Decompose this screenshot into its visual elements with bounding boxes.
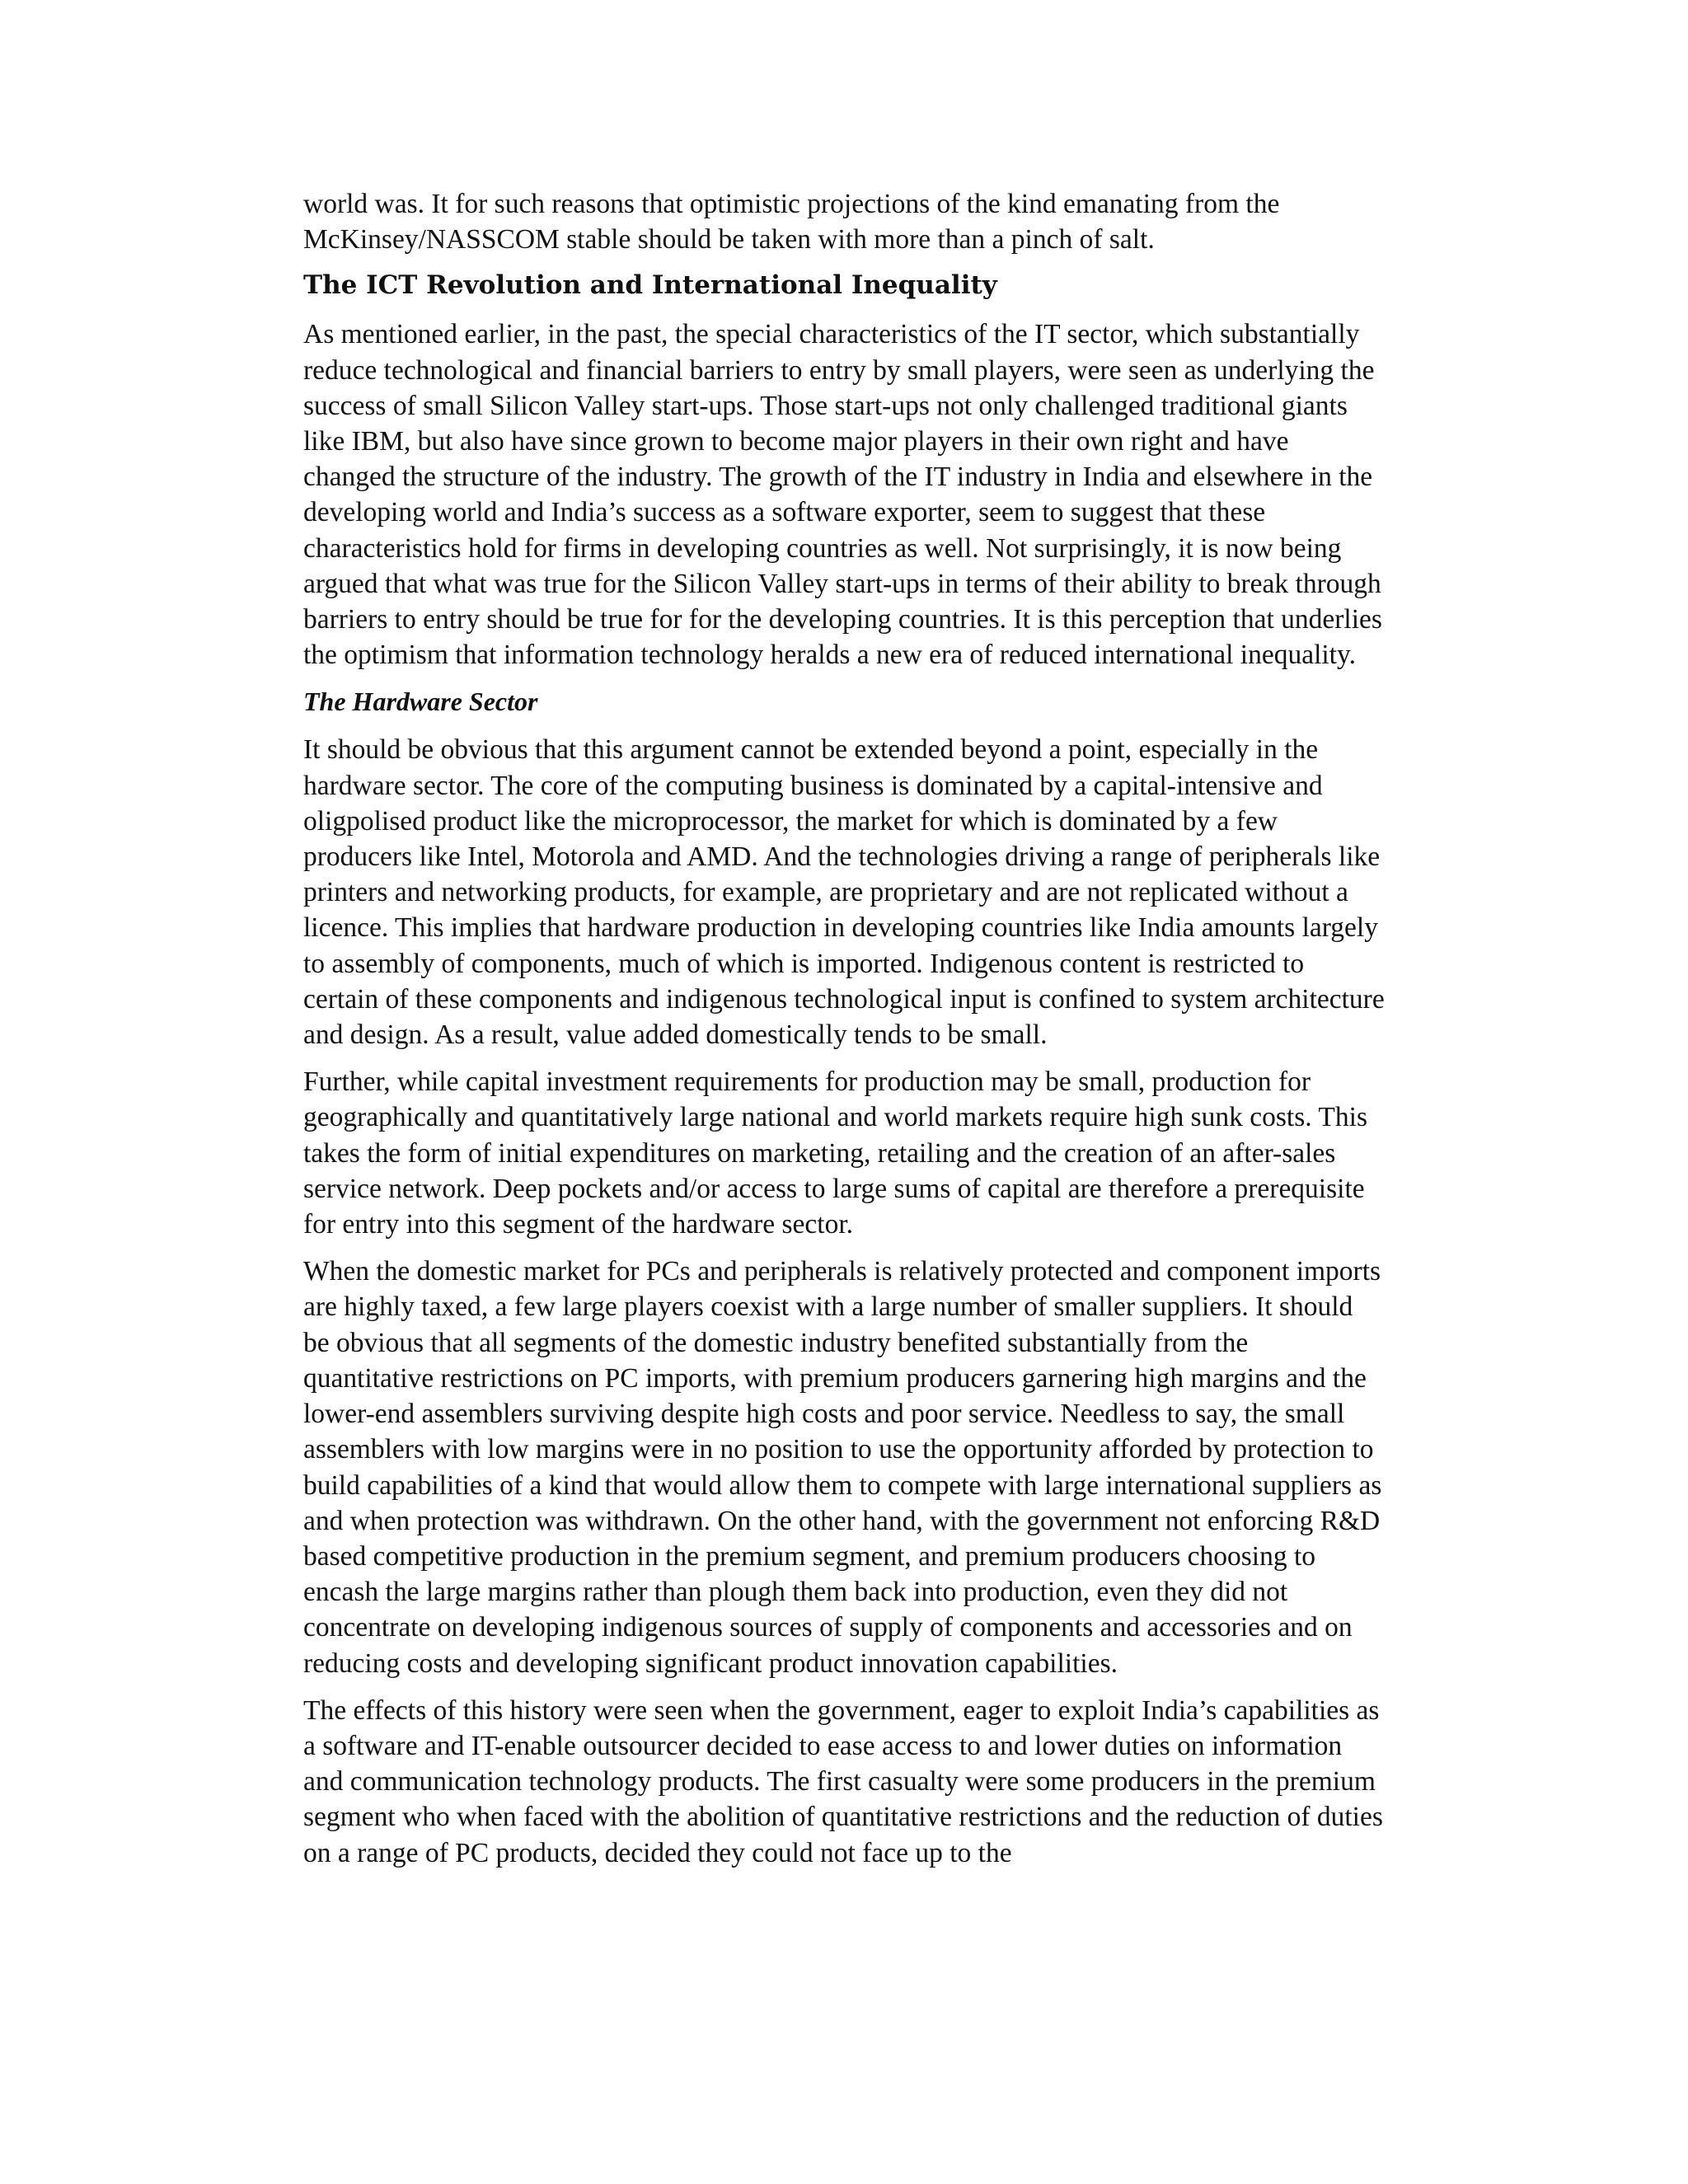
body-paragraph: It should be obvious that this argument cannot be extended beyond a point, especially in the hardware sector. The core of the computing business is dominated by a capital-intensive and oligpolised product like the microprocessor, the market for which is dominated by a few producers like Intel, Motorola and AMD. And the technologies driving a range of peripherals like printers and networking products, for example, are proprietary and are not replicated without a licence. This implies that hardware production in developing countries like India amounts largely to assembly of components, much of which is imported. Indigenous content is restricted to certain of these components and indigenous technological input is confined to system architecture and design. As a result, value added domestically tends to be small. [303,734,1385,1051]
section-heading: The ICT Revolution and International Inequality [303,270,997,301]
document-page [303,186,1385,1882]
body-paragraph: As mentioned earlier, in the past, the special characteristics of the IT sector, which substantially reduce technological and financial barriers to entry by small players, were seen as underlying the success of small Silicon Valley start-ups. Those start-ups not only challenged traditional giants like IBM, but also have since grown to become major players in their own right and have changed the structure of the industry. The growth of the IT industry in India and elsewhere in the developing world and India’s success as a software exporter, seem to suggest that these characteristics hold for firms in developing countries as well. Not surprisingly, it is now being argued that what was true for the Silicon Valley start-ups in terms of their ability to break through barriers to entry should be true for for the developing countries. It is this perception that underlies the optimism that information technology heralds a new era of reduced international inequality. [303,319,1382,671]
subsection-heading: The Hardware Sector [303,687,538,717]
body-paragraph: Further, while capital investment requirements for production may be small, production for geographically and quantitatively large national and world markets require high sunk costs. This takes the form of initial expenditures on marketing, retailing and the creation of an after-sales service network. Deep pockets and/or access to large sums of capital are therefore a prerequisite for entry into this segment of the hardware sector. [303,1066,1367,1240]
body-paragraph: When the domestic market for PCs and peripherals is relatively protected and component imports are highly taxed, a few large players coexist with a large number of smaller suppliers. It should be obvious that all segments of the domestic industry benefited substantially from the quantitative restrictions on PC imports, with premium producers garnering high margins and the lower-end assemblers surviving despite high costs and poor service. Needless to say, the small assemblers with low margins were in no position to use the opportunity afforded by protection to build capabilities of a kind that would allow them to compete with large international suppliers as and when protection was withdrawn. On the other hand, with the government not enforcing R&D based competitive production in the premium segment, and premium producers choosing to encash the large margins rather than plough them back into production, even they did not concentrate on developing indigenous sources of supply of components and accessories and on reducing costs and developing significant product innovation capabilities. [303,1256,1382,1679]
body-paragraph: The effects of this history were seen when the government, eager to exploit India’s capabilities as a software and IT-enable outsourcer decided to ease access to and lower duties on information and communication technology products. The first casualty were some producers in the premium segment who when faced with the abolition of quantitative restrictions and the reduction of duties on a range of PC products, decided they could not face up to the [303,1694,1383,1868]
intro-paragraph: world was. It for such reasons that optimistic projections of the kind emanating from the McKinsey/NASSCOM stable should be taken with more than a pinch of salt. [303,189,1280,255]
